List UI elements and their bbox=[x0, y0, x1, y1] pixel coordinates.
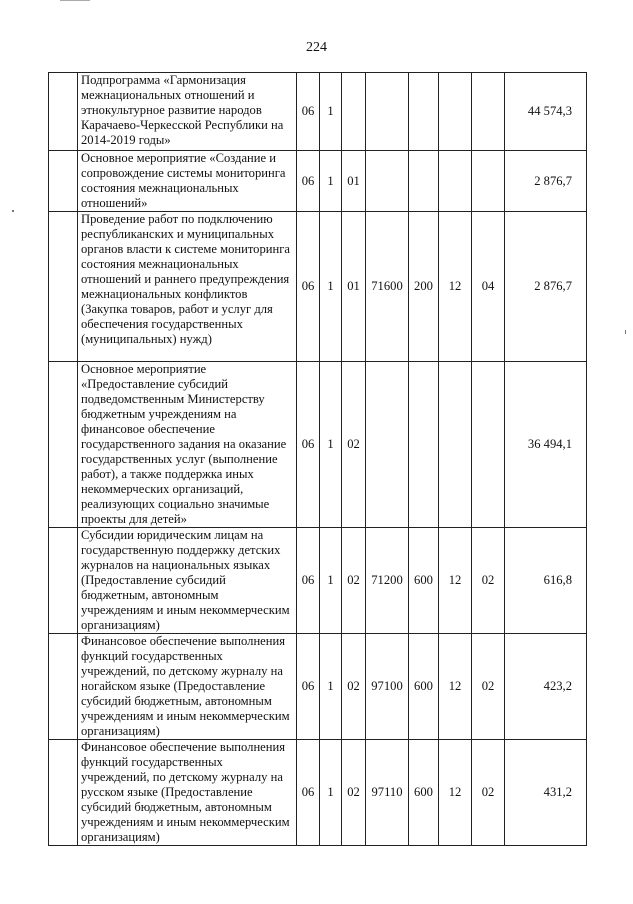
code-cell: 1 bbox=[320, 73, 342, 151]
blank-cell bbox=[49, 740, 78, 846]
code-cell bbox=[342, 73, 366, 151]
code-cell bbox=[366, 362, 409, 528]
code-cell: 06 bbox=[297, 528, 320, 634]
table-row bbox=[49, 362, 587, 528]
code-cell bbox=[439, 73, 472, 151]
code-cell: 06 bbox=[297, 634, 320, 740]
code-cell: 600 bbox=[409, 528, 439, 634]
blank-cell bbox=[49, 151, 78, 212]
code-cell: 1 bbox=[320, 212, 342, 362]
table-row bbox=[49, 73, 587, 151]
code-cell: 06 bbox=[297, 362, 320, 528]
code-cell bbox=[439, 362, 472, 528]
code-cell bbox=[409, 151, 439, 212]
row-name: Проведение работ по подключению республиканских и муниципальных органов власти к системе мониторинга состояния межнациональных отношений и раннего предупреждения межнациональных конфликтов (Закупка товаров, работ и услуг для обеспечения государственных (муниципальных) нужд) bbox=[78, 212, 297, 362]
code-cell: 600 bbox=[409, 634, 439, 740]
code-cell: 1 bbox=[320, 528, 342, 634]
code-cell: 02 bbox=[342, 528, 366, 634]
code-cell: 12 bbox=[439, 528, 472, 634]
scan-mark bbox=[60, 0, 90, 1]
code-cell: 1 bbox=[320, 362, 342, 528]
code-cell: 97110 bbox=[366, 740, 409, 846]
code-cell: 02 bbox=[472, 528, 505, 634]
sum-cell: 431,2 bbox=[505, 740, 587, 846]
code-cell: 200 bbox=[409, 212, 439, 362]
code-cell: 12 bbox=[439, 212, 472, 362]
code-cell bbox=[409, 73, 439, 151]
code-cell: 71600 bbox=[366, 212, 409, 362]
table-row bbox=[49, 151, 587, 212]
sum-cell: 2 876,7 bbox=[505, 151, 587, 212]
blank-cell bbox=[49, 73, 78, 151]
code-cell: 02 bbox=[342, 362, 366, 528]
sum-cell: 44 574,3 bbox=[505, 73, 587, 151]
scan-mark bbox=[625, 330, 626, 334]
table-row bbox=[49, 634, 587, 740]
code-cell bbox=[472, 362, 505, 528]
table-row bbox=[49, 740, 587, 846]
code-cell: 01 bbox=[342, 151, 366, 212]
sum-cell: 423,2 bbox=[505, 634, 587, 740]
code-cell: 02 bbox=[472, 740, 505, 846]
code-cell: 12 bbox=[439, 634, 472, 740]
code-cell: 06 bbox=[297, 740, 320, 846]
blank-cell bbox=[49, 634, 78, 740]
code-cell bbox=[472, 151, 505, 212]
scan-mark bbox=[12, 210, 14, 212]
blank-cell bbox=[49, 362, 78, 528]
table-row bbox=[49, 528, 587, 634]
blank-cell bbox=[49, 212, 78, 362]
code-cell: 02 bbox=[342, 740, 366, 846]
table-row bbox=[49, 212, 587, 362]
row-name: Финансовое обеспечение выполнения функций государственных учреждений, по детскому журналу на ногайском языке (Предоставление субсидий бюджетным, автономным учреждениям и иным некоммерческим организациям) bbox=[78, 634, 297, 740]
row-name: Основное мероприятие «Предоставление субсидий подведомственным Министерству бюджетным учреждениям на финансовое обеспечение государственного задания на оказание государственных услуг (выполнение работ), а также поддержка иных некоммерческих организаций, реализующих социально значимые проекты для детей» bbox=[78, 362, 297, 528]
code-cell bbox=[439, 151, 472, 212]
blank-cell bbox=[49, 528, 78, 634]
code-cell: 06 bbox=[297, 73, 320, 151]
code-cell: 71200 bbox=[366, 528, 409, 634]
code-cell: 06 bbox=[297, 212, 320, 362]
row-name: Финансовое обеспечение выполнения функций государственных учреждений, по детскому журналу на русском языке (Предоставление субсидий бюджетным, автономным учреждениям и иным некоммерческим организациям) bbox=[78, 740, 297, 846]
row-name: Основное мероприятие «Создание и сопровождение системы мониторинга состояния межнациональных отношений» bbox=[78, 151, 297, 212]
sum-cell: 36 494,1 bbox=[505, 362, 587, 528]
row-name: Субсидии юридическим лицам на государственную поддержку детских журналов на национальных языках (Предоставление субсидий бюджетным, автономным учреждениям и иным некоммерческим организациям) bbox=[78, 528, 297, 634]
code-cell: 12 bbox=[439, 740, 472, 846]
code-cell: 06 bbox=[297, 151, 320, 212]
code-cell: 1 bbox=[320, 634, 342, 740]
code-cell: 02 bbox=[472, 634, 505, 740]
sum-cell: 616,8 bbox=[505, 528, 587, 634]
code-cell: 01 bbox=[342, 212, 366, 362]
code-cell: 97100 bbox=[366, 634, 409, 740]
code-cell bbox=[409, 362, 439, 528]
code-cell bbox=[472, 73, 505, 151]
budget-table bbox=[48, 72, 587, 846]
code-cell: 600 bbox=[409, 740, 439, 846]
row-name: Подпрограмма «Гармонизация межнациональных отношений и этнокультурное развитие народов Карачаево-Черкесской Республики на 2014-2019 годы» bbox=[78, 73, 297, 151]
code-cell: 02 bbox=[342, 634, 366, 740]
code-cell bbox=[366, 73, 409, 151]
sum-cell: 2 876,7 bbox=[505, 212, 587, 362]
code-cell: 1 bbox=[320, 740, 342, 846]
code-cell: 1 bbox=[320, 151, 342, 212]
code-cell: 04 bbox=[472, 212, 505, 362]
page-number: 224 bbox=[306, 40, 327, 55]
budget-table-body bbox=[49, 73, 587, 846]
code-cell bbox=[366, 151, 409, 212]
